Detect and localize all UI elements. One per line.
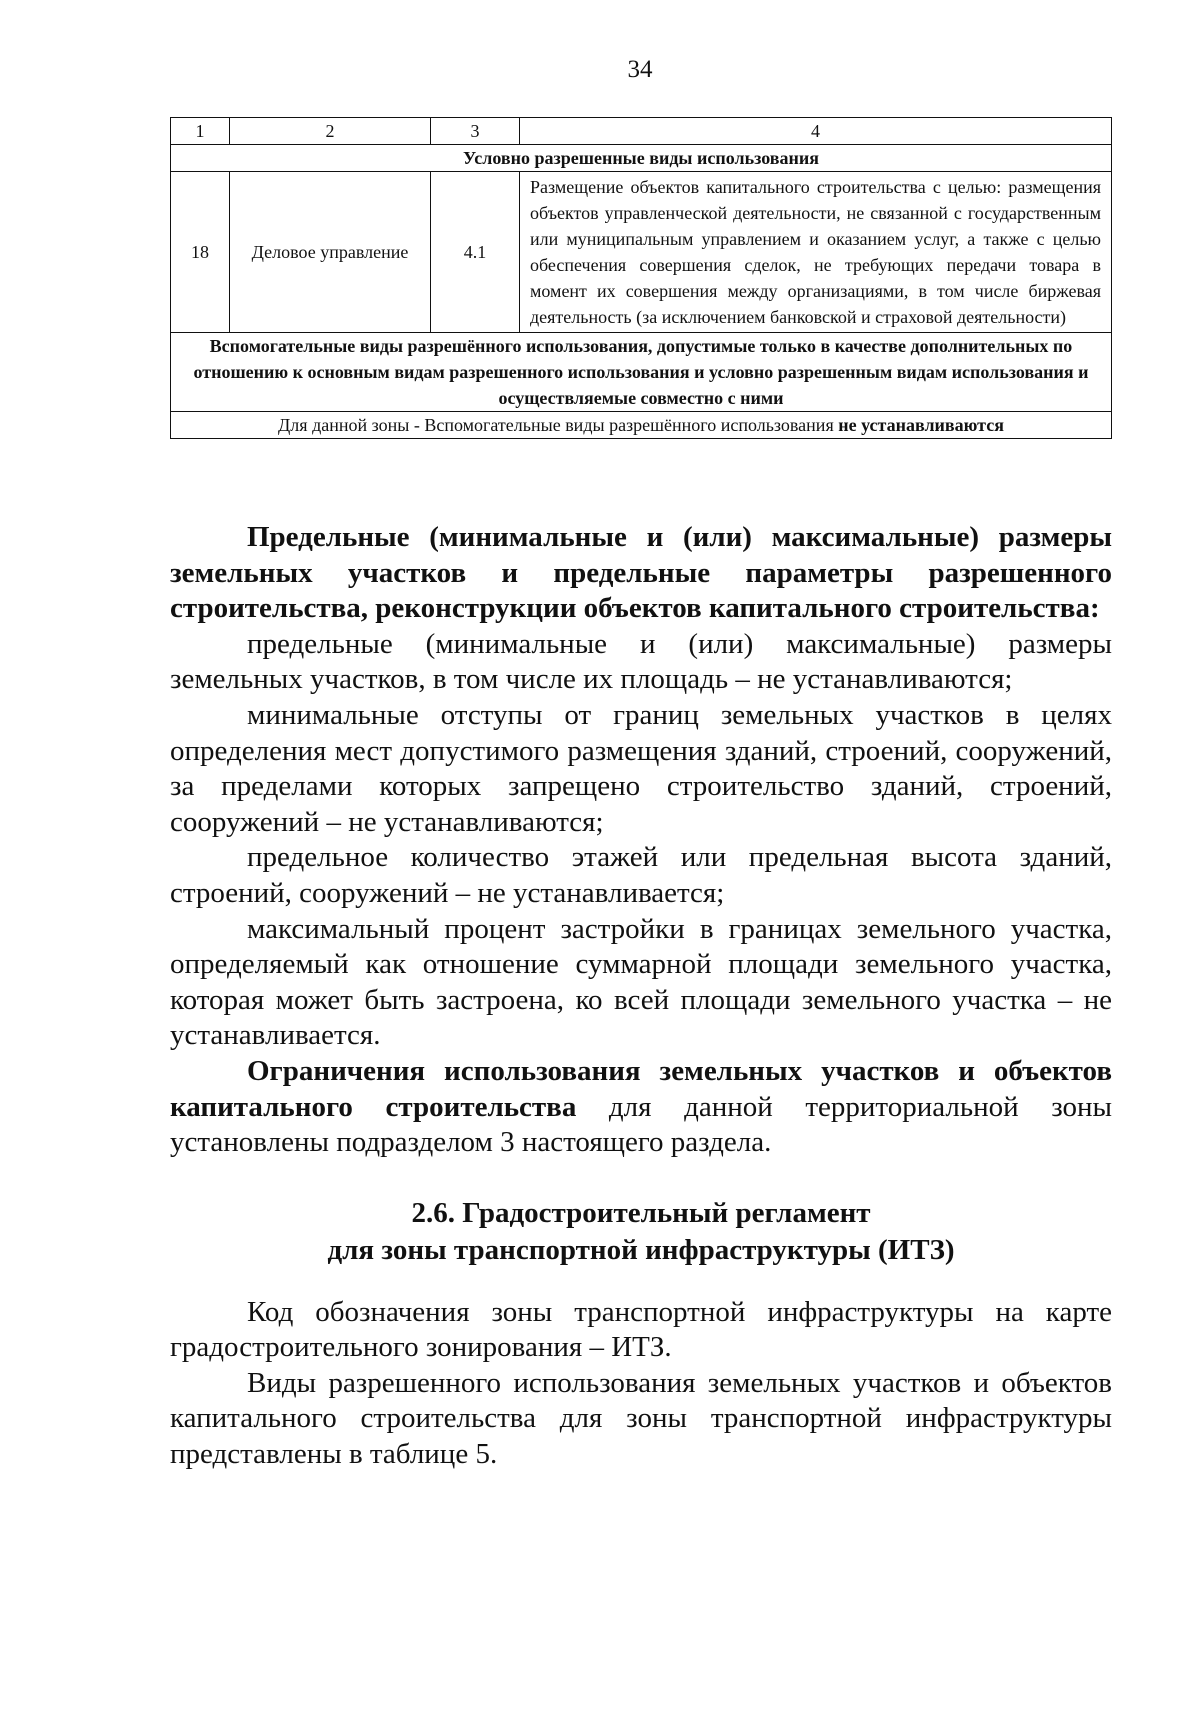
section-conditional-label: Условно разрешенные виды использования (171, 145, 1112, 172)
header-cell-1: 1 (171, 118, 230, 145)
row-description: Размещение объектов капитального строительства с целью: размещения объектов управленческой деятельности, не связанной с государственным или муниципальным управлением и оказанием услуг, а также с целью обеспечения совершения сделок, не требующих передачи товара в момент их совершения между организациями, в том числе биржевая деятельность (за исключением банковской и страховой деятельности) (520, 172, 1112, 333)
note-cell (171, 412, 1112, 439)
paragraph-use-types: Виды разрешенного использования земельных участков и объектов капитального строительства для зоны транспортной инфраструктуры представлены в таблице 5. (170, 1366, 1112, 1471)
section-title-line1: 2.6. Градостроительный регламент (411, 1196, 871, 1229)
note-row (171, 412, 1112, 439)
table-header-row (171, 118, 1112, 145)
limits-heading: Предельные (минимальные и (или) максимальные) размеры земельных участков и предельные параметры разрешенного строительства, реконструкции объектов капитального строительства: (170, 521, 1112, 625)
header-cell-2: 2 (230, 118, 431, 145)
header-cell-3: 3 (431, 118, 520, 145)
section-row-auxiliary (171, 333, 1112, 412)
section-title-line2: для зоны транспортной инфраструктуры (ИТЗ) (327, 1233, 955, 1266)
restrictions-bold: Ограничения использования земельных участков и объектов капитального строительства (170, 1054, 1112, 1123)
restrictions-rest: для данной территориальной зоны установлены подразделом 3 настоящего раздела. (170, 1090, 1112, 1159)
paragraph-setbacks: минимальные отступы от границ земельных участков в целях определения мест допустимого размещения зданий, строений, сооружений, за пределами которых запрещено строительство зданий, строений, сооружений – не устанавливаются; (170, 698, 1112, 838)
paragraph-restrictions (170, 1054, 1112, 1161)
section-auxiliary-label: Вспомогательные виды разрешённого использования, допустимые только в качестве дополнительных по отношению к основным видам разрешенного использования и условно разрешенным видам использования и осуществляемые совместно с ними (171, 333, 1112, 412)
note-bold: не устанавливаются (838, 415, 1004, 435)
paragraph-coverage: максимальный процент застройки в границах земельного участка, определяемый как отношение суммарной площади земельного участка, которая может быть застроена, ко всей площади земельного участка – не устанавливается. (170, 912, 1112, 1052)
header-cell-4: 4 (520, 118, 1112, 145)
body-text (170, 520, 1112, 1473)
row-name: Деловое управление (230, 172, 431, 333)
table-row (171, 172, 1112, 333)
row-code: 4.1 (431, 172, 520, 333)
paragraph-plot-size: предельные (минимальные и (или) максимальные) размеры земельных участков, в том числе их площадь – не устанавливаются; (170, 627, 1112, 696)
note-prefix: Для данной зоны - Вспомогательные виды разрешённого использования (278, 415, 839, 435)
land-use-table (170, 117, 1112, 439)
page-number: 34 (627, 56, 653, 83)
section-row-conditional (171, 145, 1112, 172)
row-number: 18 (171, 172, 230, 333)
paragraph-zone-code: Код обозначения зоны транспортной инфраструктуры на карте градостроительного зонирования – ИТЗ. (170, 1295, 1112, 1364)
paragraph-floors: предельное количество этажей или предельная высота зданий, строений, сооружений – не устанавливается; (170, 841, 1112, 909)
